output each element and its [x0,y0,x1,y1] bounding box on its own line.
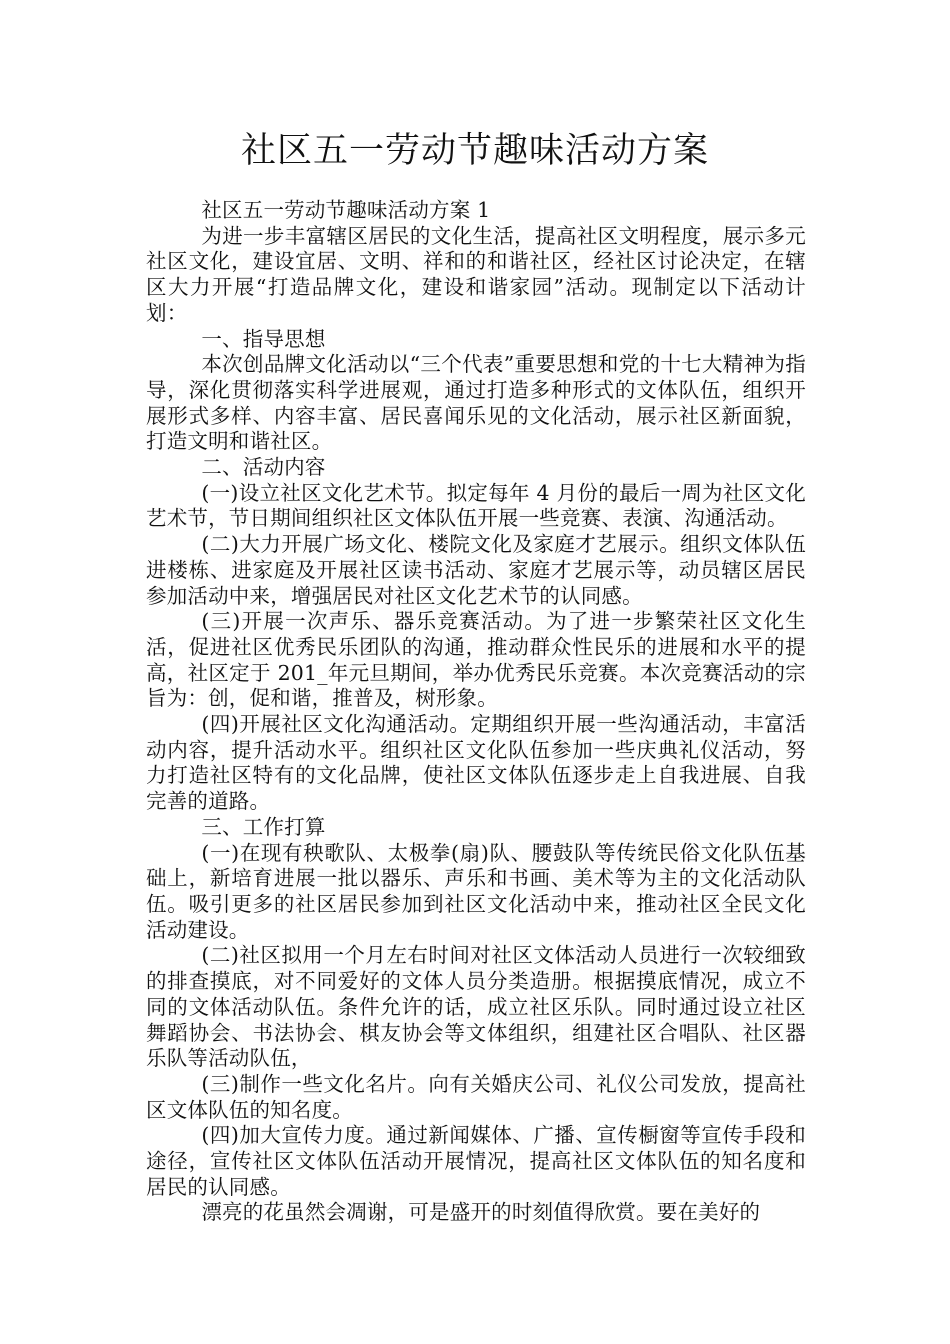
paragraph-closing: 漂亮的花虽然会凋谢，可是盛开的时刻值得欣赏。要在美好的 [201,1200,761,1225]
paragraph-plan-3: (三)制作一些文化名片。向有关婚庆公司、礼仪公司发放，提高社区文体队伍的知名度。 [146,1071,806,1122]
paragraph-content-2: (二)大力开展广场文化、楼院文化及家庭才艺展示。组织文体队伍进楼栋、进家庭及开展社区读书活动、家庭才艺展示等，动员辖区居民参加活动中来，增强居民对社区文化艺术节的认同感。 [146,532,806,608]
paragraph-intro: 为进一步丰富辖区居民的文化生活，提高社区文明程度，展示多元社区文化，建设宜居、文明、祥和的和谐社区，经社区讨论决定，在辖区大力开展“打造品牌文化，建设和谐家园”活动。现制定以下活动计划： [146,223,806,325]
paragraph-plan-4: (四)加大宣传力度。通过新闻媒体、广播、宣传橱窗等宣传手段和途径，宣传社区文体队伍活动开展情况，提高社区文体队伍的知名度和居民的认同感。 [146,1123,806,1199]
document-title: 社区五一劳动节趣味活动方案 [240,131,709,171]
paragraph-guiding-ideology: 本次创品牌文化活动以“三个代表”重要思想和党的十七大精神为指导，深化贯彻落实科学进展观，通过打造多种形式的文体队伍，组织开展形式多样、内容丰富、居民喜闻乐见的文化活动，展示社区新面貌，打造文明和谐社区。 [146,352,806,454]
document-body [146,198,806,1226]
paragraph-content-1: (一)设立社区文化艺术节。拟定每年 4 月份的最后一周为社区文化艺术节，节日期间组织社区文体队伍开展一些竞赛、表演、沟通活动。 [146,480,806,531]
paragraph-content-4: (四)开展社区文化沟通活动。定期组织开展一些沟通活动，丰富活动内容，提升活动水平。组织社区文化队伍参加一些庆典礼仪活动，努力打造社区特有的文化品牌，使社区文体队伍逐步走上自我进展、自我完善的道路。 [146,712,806,814]
section-heading-activity-content: 二、活动内容 [201,455,326,480]
paragraph-subtitle: 社区五一劳动节趣味活动方案 1 [201,198,491,222]
paragraph-content-3: (三)开展一次声乐、器乐竞赛活动。为了进一步繁荣社区文化生活，促进社区优秀民乐团队的沟通，推动群众性民乐的进展和水平的提高，社区定于 201_年元旦期间，举办优秀民乐竞赛。本次竞赛活动的宗旨为：创，促和谐，推普及，树形象。 [146,609,806,711]
paragraph-plan-2: (二)社区拟用一个月左右时间对社区文体活动人员进行一次较细致的排查摸底，对不同爱好的文体人员分类造册。根据摸底情况，成立不同的文体活动队伍。条件允许的话，成立社区乐队。同时通过设立社区舞蹈协会、书法协会、棋友协会等文体组织，组建社区合唱队、社区器乐队等活动队伍， [146,943,806,1071]
section-heading-work-plan: 三、工作打算 [201,814,326,839]
section-heading-guiding-ideology: 一、指导思想 [201,326,326,351]
paragraph-plan-1: (一)在现有秧歌队、太极拳(扇)队、腰鼓队等传统民俗文化队伍基础上，新培育进展一批以器乐、声乐和书画、美术等为主的文化活动队伍。吸引更多的社区居民参加到社区文化活动中来，推动社区全民文化活动建设。 [146,840,806,942]
